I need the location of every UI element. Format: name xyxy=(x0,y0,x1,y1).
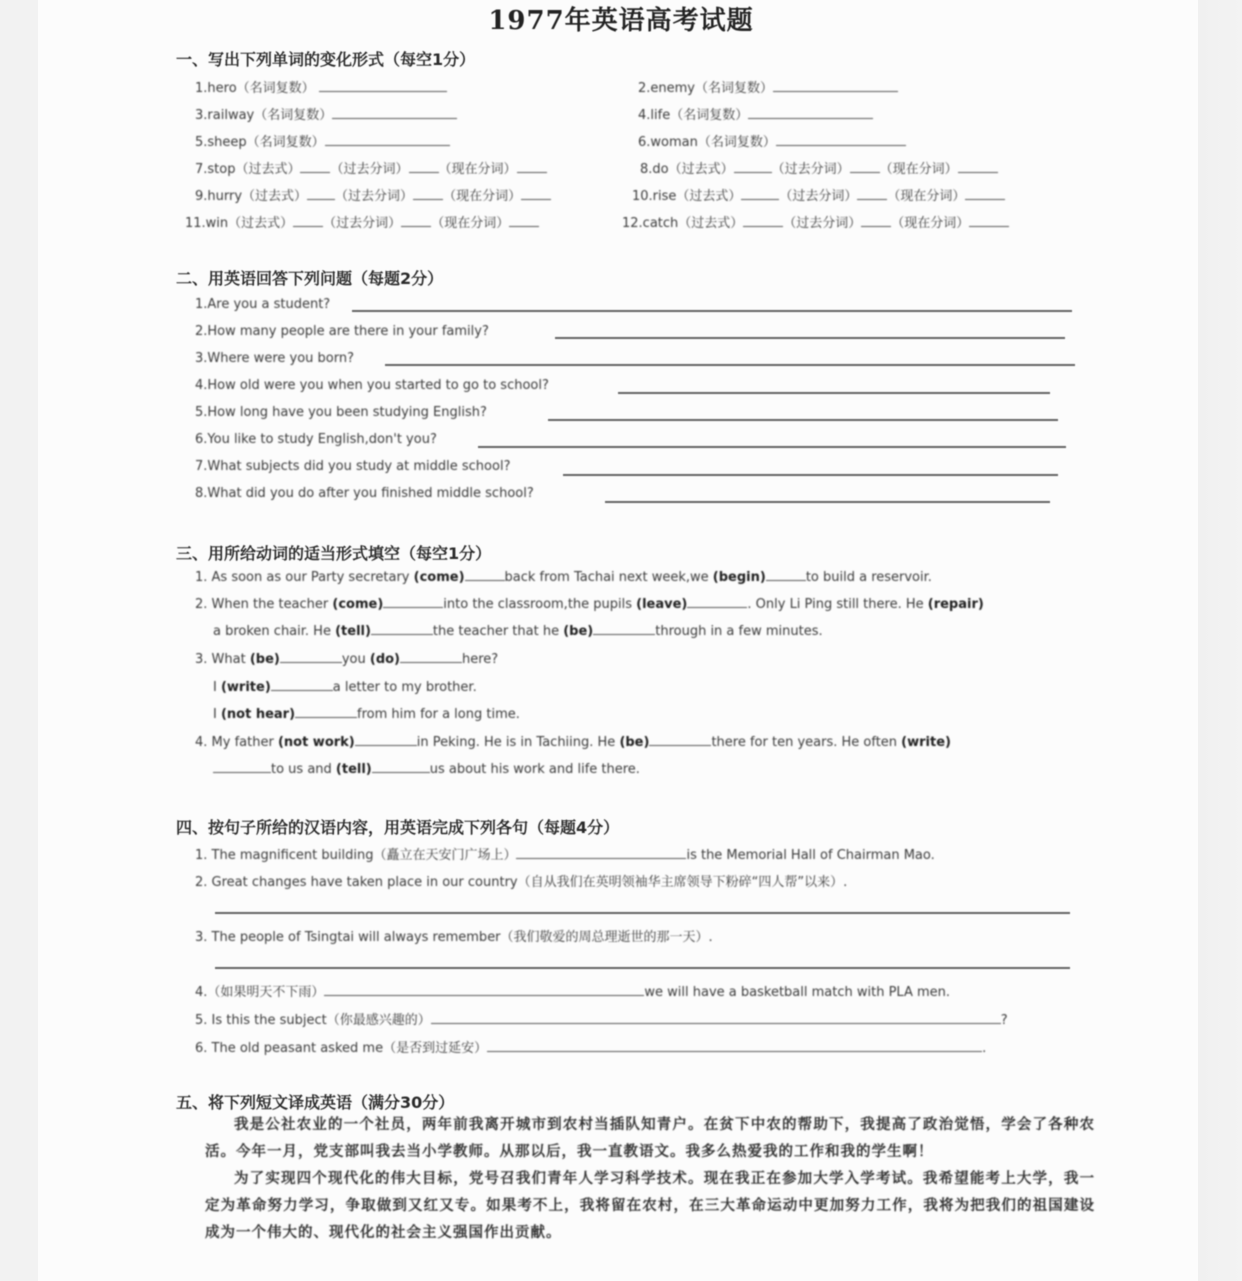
passage-paragraph-2: 为了实现四个现代化的伟大目标，党号召我们青年人学习科学技术。现在我正在参加大学入学考试。我希望能考上大学，我一定为革命努力学习，争取做到又红又专。如果考不上，我将留在农村，在三大革命运动中更加努力工作，我将为把我们的祖国建设成为一个伟大的、现代化的社会主义强国作出贡献。 xyxy=(205,1171,1095,1241)
s2-question-2: 2.How many people are there in your family? xyxy=(195,324,489,339)
s2-question-4: 4.How old were you when you started to go to school? xyxy=(195,378,549,393)
s1-item-11: 11.win（过去式） （过去分词） （现在分词） xyxy=(185,212,539,231)
s3-question-2-cont: a broken chair. He (tell) the teacher that he (be) through in a few minutes. xyxy=(213,624,823,639)
section5-heading: 五、将下列短文译成英语（满分30分） xyxy=(176,1093,455,1112)
s1-item-9: 9.hurry（过去式） （过去分词） （现在分词） xyxy=(195,185,551,204)
s4-item-5: 5. Is this the subject（你最感兴趣的） ? xyxy=(195,1013,1008,1028)
s3-question-2: 2. When the teacher (come) into the classroom,the pupils (leave) . Only Li Ping still there. He (repair) xyxy=(195,597,984,612)
section1-heading: 一、写出下列单词的变化形式（每空1分） xyxy=(176,50,476,69)
s3-question-1: 1. As soon as our Party secretary (come) back from Tachai next week,we (begin) to build a reservoir. xyxy=(195,570,932,585)
answer-line xyxy=(385,364,1075,366)
s1-item-4: 4.life（名词复数） xyxy=(638,104,873,123)
answer-line xyxy=(618,392,1050,394)
passage-paragraph-1: 我是公社农业的一个社员，两年前我离开城市到农村当插队知青户。在贫下中农的帮助下，我提高了政治觉悟，学会了各种农活。今年一月，党支部叫我去当小学教师。从那以后，我一直教语文。我多么热爱我的工作和我的学生啊！ xyxy=(205,1117,1095,1160)
answer-line xyxy=(478,446,1066,448)
s1-item-2: 2.enemy（名词复数） xyxy=(638,77,898,96)
s4-item-3: 3. The people of Tsingtai will always remember（我们敬爱的周总理逝世的那一天）. xyxy=(195,930,713,945)
s1-item-5: 5.sheep（名词复数） xyxy=(195,131,450,150)
s2-question-3: 3.Where were you born? xyxy=(195,351,354,366)
answer-line xyxy=(215,912,1070,914)
s2-question-7: 7.What subjects did you study at middle school? xyxy=(195,459,511,474)
s3-question-3-c: I (not hear) from him for a long time. xyxy=(213,707,520,722)
page-edge xyxy=(1198,0,1242,1281)
s1-item-3: 3.railway（名词复数） xyxy=(195,104,457,123)
s2-question-8: 8.What did you do after you finished middle school? xyxy=(195,486,534,501)
s4-item-6: 6. The old peasant asked me（是否到过延安） . xyxy=(195,1041,987,1056)
s3-question-4-cont: to us and (tell) us about his work and life there. xyxy=(213,762,640,777)
answer-line xyxy=(555,337,1065,339)
s1-item-8: 8.do（过去式） （过去分词） （现在分词） xyxy=(640,158,998,177)
s2-question-5: 5.How long have you been studying English? xyxy=(195,405,487,420)
s1-item-12: 12.catch（过去式） （过去分词） （现在分词） xyxy=(622,212,1009,231)
section3-heading: 三、用所给动词的适当形式填空（每空1分） xyxy=(176,544,492,563)
answer-line xyxy=(548,419,1058,421)
answer-line xyxy=(563,474,1058,476)
answer-line xyxy=(352,310,1072,312)
s4-item-2: 2. Great changes have taken place in our country（自从我们在英明领袖华主席领导下粉碎“四人帮”以来）. xyxy=(195,875,848,890)
answer-line xyxy=(215,967,1070,969)
s3-question-3: 3. What (be) you (do) here? xyxy=(195,652,499,667)
s4-item-4: 4.（如果明天不下雨） we will have a basketball match with PLA men. xyxy=(195,985,951,1000)
translation-passage xyxy=(205,1112,1095,1247)
section4-heading: 四、按句子所给的汉语内容，用英语完成下列各句（每题4分） xyxy=(176,818,620,837)
s2-question-6: 6.You like to study English,don't you? xyxy=(195,432,437,447)
s1-item-6: 6.woman（名词复数） xyxy=(638,131,906,150)
section2-heading: 二、用英语回答下列问题（每题2分） xyxy=(176,269,444,288)
s2-question-1: 1.Are you a student? xyxy=(195,297,331,312)
s4-item-1: 1. The magnificent building（矗立在天安门广场上） is the Memorial Hall of Chairman Mao. xyxy=(195,848,935,863)
s1-item-7: 7.stop（过去式） （过去分词） （现在分词） xyxy=(195,158,547,177)
s1-item-1: 1.hero（名词复数） xyxy=(195,77,447,96)
s1-item-10: 10.rise（过去式） （过去分词） （现在分词） xyxy=(632,185,1005,204)
answer-line xyxy=(605,501,1050,503)
s3-question-3-b: I (write) a letter to my brother. xyxy=(213,680,477,695)
s3-question-4: 4. My father (not work) in Peking. He is in Tachiing. He (be) there for ten years. He often (write) xyxy=(195,735,951,750)
page-title: 1977年英语高考试题 xyxy=(488,6,754,36)
